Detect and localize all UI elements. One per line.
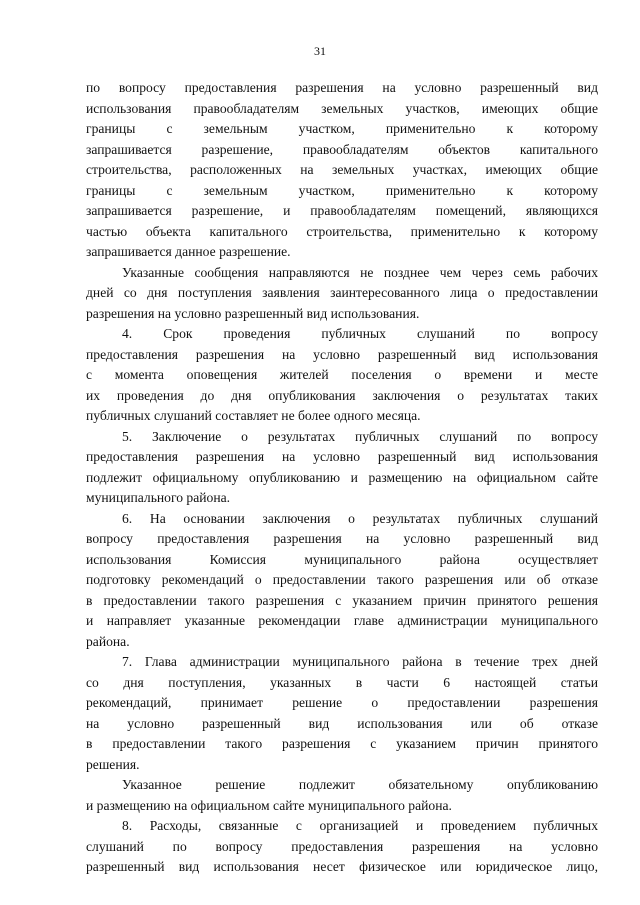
text-line: границы с земельным участком, применительно к которому: [86, 121, 598, 136]
text-line: подготовку рекомендаций о предоставлении такого разрешения или об отказе: [86, 572, 598, 587]
text-line: в предоставлении такого разрешения с указанием причин принятого решения: [86, 592, 598, 608]
text-line: вопросу предоставления разрешения на условно разрешенный вид: [86, 531, 598, 546]
text-line: 4. Срок проведения публичных слушаний по вопросу: [122, 326, 598, 341]
text-line: по вопросу предоставления разрешения на условно разрешенный вид: [86, 80, 598, 95]
text-line: границы с земельным участком, применительно к которому: [86, 182, 598, 198]
text-line: публичных слушаний составляет не более одного месяца.: [86, 408, 421, 423]
text-line: их проведения до дня опубликования заключения о результатах таких: [86, 387, 598, 403]
text-line: запрашивается разрешение, и правообладателям помещений, являющихся: [86, 203, 598, 218]
text-line: со дня поступления, указанных в части 6 настоящей статьи: [86, 674, 598, 690]
text-line: подлежит официальному опубликованию и размещению на официальном сайте: [86, 469, 598, 485]
text-line: частью объекта капитального строительства, применительно к которому: [86, 223, 598, 239]
text-line: слушаний по вопросу предоставления разрешения на условно: [86, 838, 598, 854]
page-number: 31: [314, 44, 326, 58]
text-line: строительства, расположенных на земельных участках, имеющих общие: [86, 162, 598, 177]
text-line: на условно разрешенный вид использования или об отказе: [86, 715, 598, 731]
text-line: разрешения на условно разрешенный вид использования.: [86, 305, 420, 321]
text-line: 6. На основании заключения о результатах публичных слушаний: [122, 510, 598, 526]
text-line: 7. Глава администрации муниципального района в течение трех дней: [122, 654, 598, 669]
text-line: рекомендаций, принимает решение о предоставлении разрешения: [86, 695, 598, 710]
text-line: с момента оповещения жителей поселения о времени и месте: [86, 367, 598, 382]
text-line: Указанное решение подлежит обязательному опубликованию: [122, 777, 598, 792]
document-body: [86, 78, 598, 878]
text-line: запрашивается разрешение, правообладателям объектов капитального: [86, 141, 598, 157]
text-line: использования Комиссия муниципального района осуществляет: [86, 551, 598, 567]
text-line: решения.: [86, 756, 140, 772]
text-line: разрешенный вид использования несет физическое или юридическое лицо,: [86, 859, 598, 874]
text-line: в предоставлении такого разрешения с указанием причин принятого: [86, 736, 598, 751]
text-line: муниципального района.: [86, 490, 231, 505]
text-line: предоставления разрешения на условно разрешенный вид использования: [86, 346, 598, 362]
text-line: дней со дня поступления заявления заинтересованного лица о предоставлении: [86, 285, 598, 300]
text-line: использования правообладателям земельных участков, имеющих общие: [86, 100, 598, 116]
text-line: Указанные сообщения направляются не позднее чем через семь рабочих: [122, 264, 598, 280]
text-line: района.: [86, 633, 130, 649]
text-line: 8. Расходы, связанные с организацией и проведением публичных: [122, 818, 598, 833]
text-line: 5. Заключение о результатах публичных слушаний по вопросу: [122, 428, 598, 444]
text-line: запрашивается данное разрешение.: [86, 244, 291, 259]
text-line: предоставления разрешения на условно разрешенный вид использования: [86, 449, 598, 464]
text-line: и размещению на официальном сайте муниципального района.: [86, 797, 452, 813]
text-line: и направляет указанные рекомендации главе администрации муниципального: [86, 613, 598, 628]
